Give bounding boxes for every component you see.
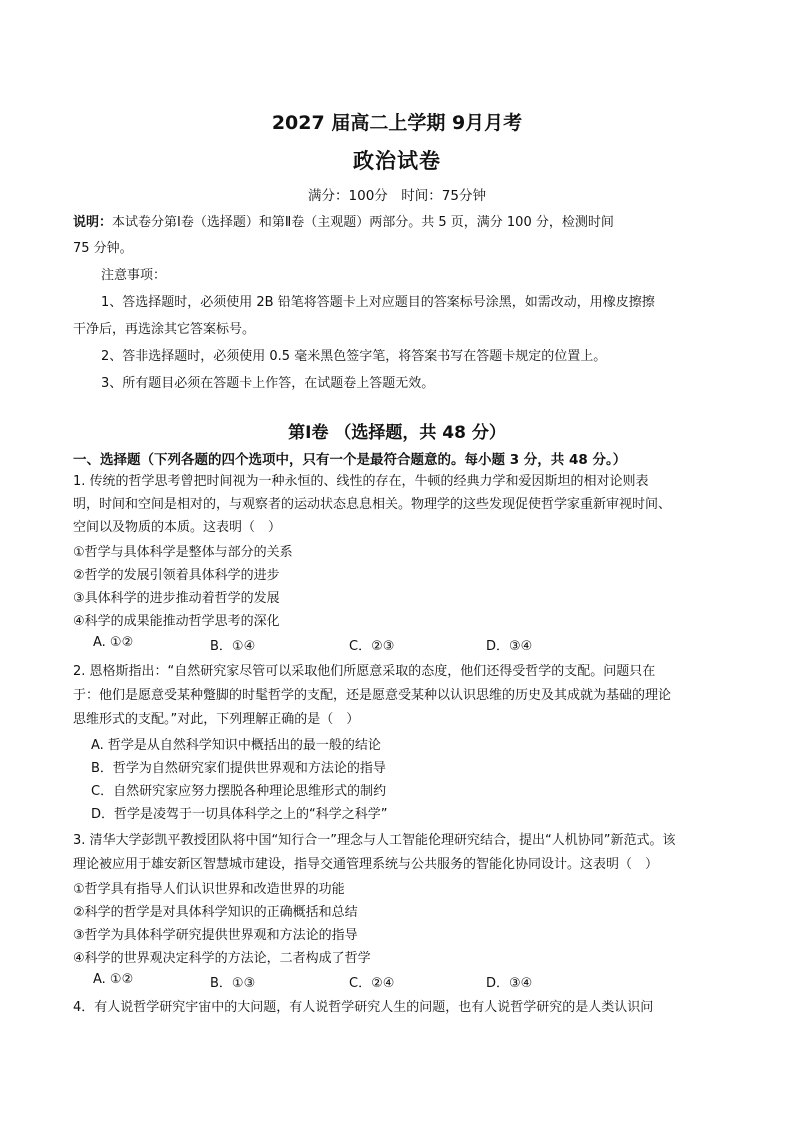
- instructions-label: 说明：: [73, 215, 113, 230]
- q3-item-2: ②科学的哲学是对具体科学知识的正确概括和总结: [73, 905, 358, 920]
- q1-choice-c: C．②③: [349, 639, 395, 654]
- q3-choice-c: C．②④: [349, 976, 395, 991]
- q1-item-3: ③具体科学的进步推动着哲学的发展: [73, 591, 280, 606]
- q3-stem-line-1: 3. 清华大学彭凯平教授团队将中国“知行合一”理念与人工智能伦理研究结合，提出“人机协同”新范式。该: [73, 833, 676, 848]
- q3-choice-a: A. ①②: [93, 972, 134, 987]
- q2-option-c: C．自然研究家应努力摆脱各种理论思维形式的制约: [91, 784, 387, 799]
- q4-stem-line-1: 4．有人说哲学研究宇宙中的大问题，有人说哲学研究人生的问题，也有人说哲学研究的是人类认识问: [73, 1000, 654, 1015]
- q2-stem-line-1: 2. 恩格斯指出：“自然研究家尽管可以采取他们所愿意采取的态度，他们还得受哲学的支配。问题只在: [73, 664, 656, 679]
- q2-stem-line-3: 思维形式的支配。”对此，下列理解正确的是（ ）: [73, 712, 360, 727]
- q3-item-4: ④科学的世界观决定科学的方法论，二者构成了哲学: [73, 951, 371, 966]
- q1-choice-b: B．①④: [210, 639, 256, 654]
- note-1-line-1: 1、答选择题时，必须使用 2B 铅笔将答题卡上对应题目的答案标号涂黑，如需改动，用橡皮擦擦: [101, 295, 655, 310]
- q3-stem-line-2: 理论被应用于雄安新区智慧城市建设，指导交通管理系统与公共服务的智能化协同设计。这表明（ ）: [73, 857, 659, 872]
- part-heading: 一、选择题（下列各题的四个选项中，只有一个是最符合题意的。每小题 3 分，共 48 分。）: [73, 452, 627, 468]
- instructions-text: 本试卷分第Ⅰ卷（选择题）和第Ⅱ卷（主观题）两部分。共 5 页，满分 100 分，检测时间: [112, 215, 614, 230]
- q3-item-1: ①哲学具有指导人们认识世界和改造世界的功能: [73, 882, 345, 897]
- q3-choice-b: B．①③: [210, 976, 256, 991]
- q2-option-a: A. 哲学是从自然科学知识中概括出的最一般的结论: [91, 738, 381, 753]
- q1-item-2: ②哲学的发展引领着具体科学的进步: [73, 568, 280, 583]
- instructions-line-2: 75 分钟。: [73, 241, 133, 256]
- exam-subject: 政治试卷: [353, 149, 441, 173]
- q1-item-4: ④科学的成果能推动哲学思考的深化: [73, 614, 280, 629]
- q1-choice-a: A. ①②: [93, 635, 134, 650]
- q1-choice-d: D．③④: [486, 639, 533, 654]
- q3-item-3: ③哲学为具体科学研究提供世界观和方法论的指导: [73, 928, 358, 943]
- q1-stem-line-1: 1. 传统的哲学思考曾把时间视为一种永恒的、线性的存在，牛顿的经典力学和爱因斯坦的相对论则表: [73, 474, 649, 489]
- q1-stem-line-3: 空间以及物质的本质。这表明（ ）: [73, 520, 282, 535]
- note-1-line-2: 干净后，再选涂其它答案标号。: [73, 322, 256, 337]
- q1-item-1: ①哲学与具体科学是整体与部分的关系: [73, 545, 293, 560]
- q2-option-d: D．哲学是凌驾于一切具体科学之上的“科学之科学”: [91, 807, 388, 822]
- section-title: 第Ⅰ卷 （选择题，共 48 分）: [288, 423, 506, 443]
- q2-stem-line-2: 于：他们是愿意受某种蹩脚的时髦哲学的支配，还是愿意受某种以认识思维的历史及其成就为基础的理论: [73, 688, 672, 703]
- q2-option-b: B．哲学为自然研究家们提供世界观和方法论的指导: [91, 761, 386, 776]
- notes-title: 注意事项：: [101, 268, 167, 283]
- q1-stem-line-2: 明，时间和空间是相对的，与观察者的运动状态息息相关。物理学的这些发现促使哲学家重新审视时间、: [73, 497, 672, 512]
- exam-title: 2027 届高二上学期 9月月考: [271, 112, 523, 134]
- note-2: 2、答非选择题时，必须使用 0.5 毫米黑色签字笔，将答案书写在答题卡规定的位置上。: [101, 349, 607, 364]
- instructions-line-1: [73, 211, 614, 230]
- q3-choice-d: D．③④: [486, 976, 533, 991]
- score-time-line: 满分：100分 时间：75分钟: [308, 188, 486, 204]
- note-3: 3、所有题目必须在答题卡上作答，在试题卷上答题无效。: [101, 376, 435, 391]
